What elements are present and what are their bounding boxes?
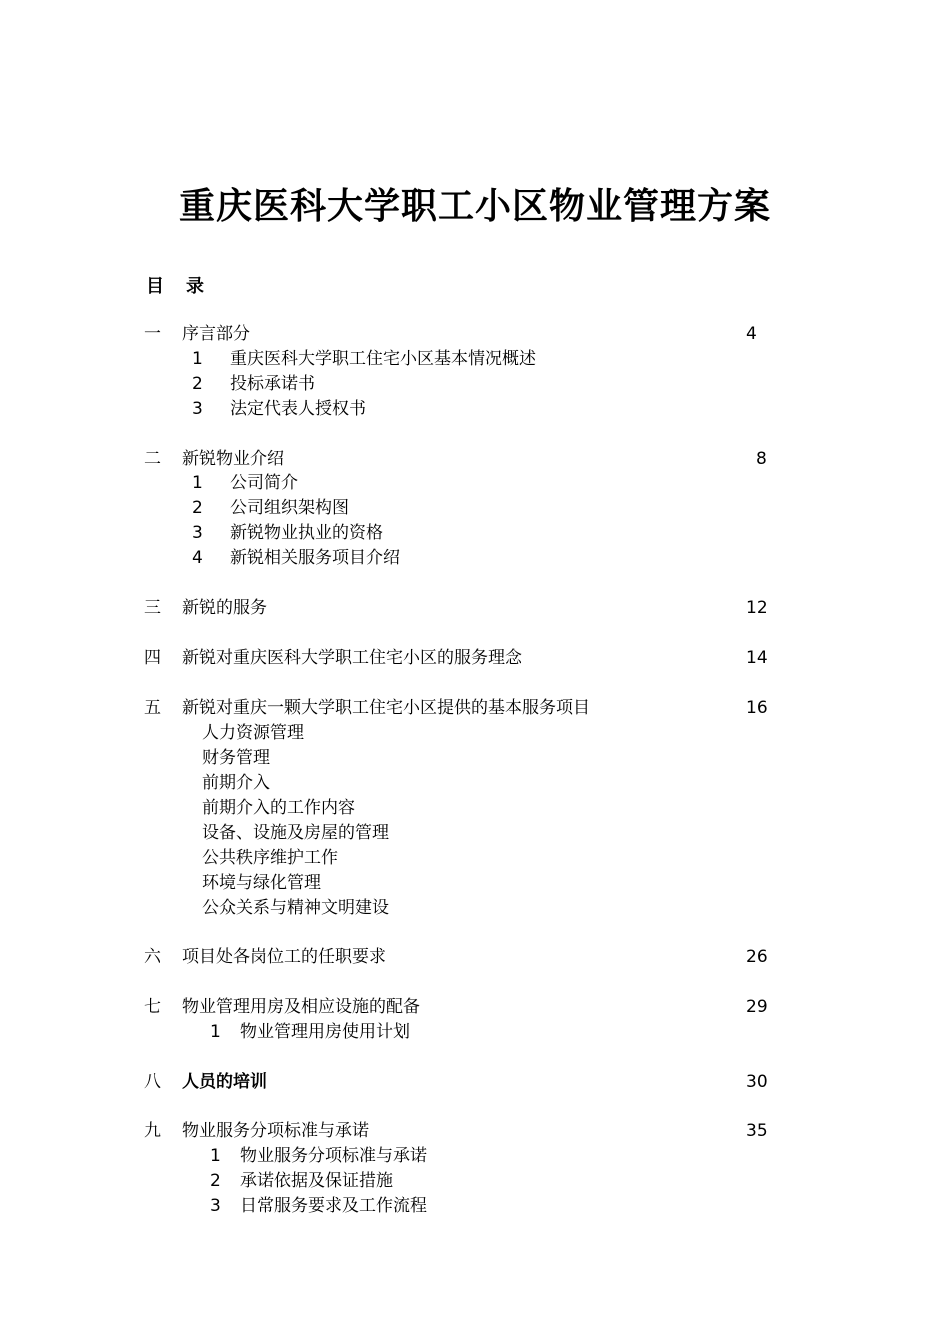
page-number: 30 <box>746 1072 768 1092</box>
section-marker: 七 <box>144 997 161 1017</box>
subsection-title: 新锐物业执业的资格 <box>230 523 383 543</box>
subsection-number: 3 <box>192 523 203 543</box>
section-marker: 五 <box>144 698 161 718</box>
subsection-number: 2 <box>210 1171 221 1191</box>
subsection-number: 1 <box>210 1146 221 1166</box>
page-number: 12 <box>746 598 768 618</box>
subsection-title: 前期介入 <box>202 773 270 793</box>
subsection-number: 3 <box>210 1196 221 1216</box>
section-marker: 一 <box>144 324 161 344</box>
section-title: 物业管理用房及相应设施的配备 <box>182 997 420 1017</box>
page-number: 14 <box>746 648 768 668</box>
section-title: 序言部分 <box>182 324 250 344</box>
subsection-title: 公司组织架构图 <box>230 498 349 518</box>
subsection-number: 1 <box>192 473 203 493</box>
subsection-title: 投标承诺书 <box>230 374 315 394</box>
subsection-title: 环境与绿化管理 <box>202 873 321 893</box>
subsection-number: 4 <box>192 548 203 568</box>
section-title: 新锐的服务 <box>182 598 267 618</box>
subsection-number: 1 <box>192 349 203 369</box>
page-number: 16 <box>746 698 768 718</box>
page-number: 29 <box>746 997 768 1017</box>
subsection-title: 前期介入的工作内容 <box>202 798 355 818</box>
subsection-title: 公共秩序维护工作 <box>202 848 338 868</box>
subsection-title: 公司简介 <box>230 473 298 493</box>
subsection-number: 2 <box>192 498 203 518</box>
section-title: 新锐对重庆一颗大学职工住宅小区提供的基本服务项目 <box>182 698 590 718</box>
section-marker: 三 <box>144 598 161 618</box>
subsection-title: 承诺依据及保证措施 <box>240 1171 393 1191</box>
subsection-number: 2 <box>192 374 203 394</box>
section-marker: 九 <box>144 1121 161 1141</box>
section-title: 物业服务分项标准与承诺 <box>182 1121 369 1141</box>
section-marker: 二 <box>144 449 161 469</box>
subsection-number: 3 <box>192 399 203 419</box>
document-title: 重庆医科大学职工小区物业管理方案 <box>178 186 771 227</box>
section-title: 项目处各岗位工的任职要求 <box>182 947 386 967</box>
subsection-number: 1 <box>210 1022 221 1042</box>
section-title: 人员的培训 <box>182 1072 267 1092</box>
section-title: 新锐对重庆医科大学职工住宅小区的服务理念 <box>182 648 522 668</box>
page-number: 4 <box>746 324 757 344</box>
page-number: 26 <box>746 947 768 967</box>
subsection-title: 物业管理用房使用计划 <box>240 1022 410 1042</box>
toc-heading: 目 录 <box>146 276 206 297</box>
subsection-title: 设备、设施及房屋的管理 <box>202 823 389 843</box>
subsection-title: 财务管理 <box>202 748 270 768</box>
subsection-title: 新锐相关服务项目介绍 <box>230 548 400 568</box>
subsection-title: 物业服务分项标准与承诺 <box>240 1146 427 1166</box>
section-marker: 八 <box>144 1072 161 1092</box>
subsection-title: 人力资源管理 <box>202 723 304 743</box>
subsection-title: 公众关系与精神文明建设 <box>202 898 389 918</box>
page-number: 35 <box>746 1121 768 1141</box>
section-marker: 六 <box>144 947 161 967</box>
section-marker: 四 <box>144 648 161 668</box>
subsection-title: 重庆医科大学职工住宅小区基本情况概述 <box>230 349 536 369</box>
section-title: 新锐物业介绍 <box>182 449 284 469</box>
subsection-title: 法定代表人授权书 <box>230 399 366 419</box>
page-number: 8 <box>756 449 767 469</box>
subsection-title: 日常服务要求及工作流程 <box>240 1196 427 1216</box>
